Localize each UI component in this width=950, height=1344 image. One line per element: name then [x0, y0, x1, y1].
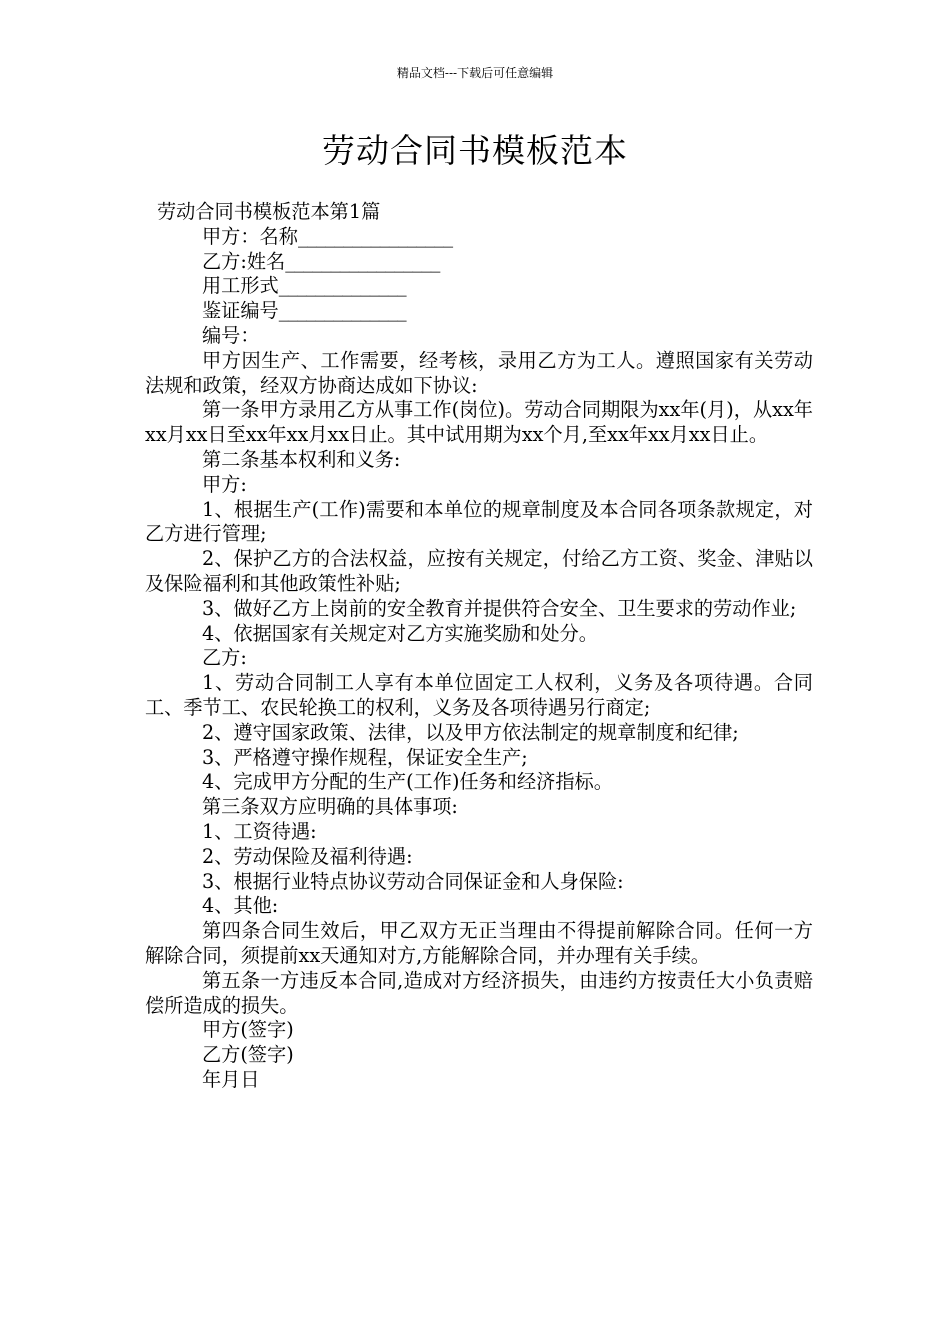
field-party-b-name — [145, 250, 813, 275]
paragraph-party-b-item-4: 4、完成甲方分配的生产(工作)任务和经济指标。 — [202, 770, 613, 794]
field-number — [145, 324, 813, 349]
document-body — [145, 200, 813, 1093]
signature-party-b: 乙方(签字) — [202, 1043, 294, 1067]
field-blank-line: ______________ — [278, 274, 407, 298]
paragraph-party-a-item-2: 2、保护乙方的合法权益，应按有关规定，付给乙方工资、奖金、津贴以及保险福利和其他政策性补贴; — [145, 547, 813, 595]
field-certification-number — [145, 299, 813, 324]
paragraph-article-5: 第五条一方违反本合同,造成对方经济损失，由违约方按责任大小负责赔偿所造成的损失。 — [145, 968, 813, 1017]
paragraph-party-b-item-1: 1、劳动合同制工人享有本单位固定工人权利，义务及各项待遇。合同工、季节工、农民轮换工的权利，义务及各项待遇另行商定; — [145, 671, 813, 719]
paragraph-article-1: 第一条甲方录用乙方从事工作(岗位)。劳动合同期限为xx年(月)，从xx年xx月xx日至xx年xx月xx日止。其中试用期为xx个月,至xx年xx月xx日止。 — [145, 398, 813, 447]
field-label: 用工形式 — [202, 274, 279, 298]
signature-party-a: 甲方(签字) — [202, 1018, 294, 1042]
field-blank-line: _________________ — [285, 249, 440, 273]
paragraph-article-3-item-3: 3、根据行业特点协议劳动合同保证金和人身保险: — [202, 869, 624, 893]
paragraph-party-b-item-2: 2、遵守国家政策、法律，以及甲方依法制定的规章制度和纪律; — [202, 720, 739, 744]
paragraph-party-a-item-3: 3、做好乙方上岗前的安全教育并提供符合安全、卫生要求的劳动作业; — [202, 596, 797, 620]
section-subtitle: 劳动合同书模板范本第1篇 — [157, 200, 381, 223]
field-label: 鉴证编号 — [202, 299, 279, 323]
document-title: 劳动合同书模板范本 — [322, 131, 628, 170]
field-label: 编号： — [202, 323, 260, 347]
page-header: 精品文档---下载后可任意编辑 — [396, 66, 554, 80]
paragraph-party-b-heading: 乙方: — [202, 646, 247, 670]
paragraph-article-3-item-1: 1、工资待遇: — [202, 819, 317, 843]
field-blank-line: ______________ — [278, 299, 407, 323]
paragraph-article-3-heading: 第三条双方应明确的具体事项: — [202, 795, 458, 819]
field-party-a-name — [145, 225, 813, 250]
field-label: 乙方:姓名 — [202, 249, 286, 273]
field-employment-form — [145, 274, 813, 299]
paragraph-article-3-item-4: 4、其他: — [202, 894, 279, 918]
signature-date: 年月日 — [202, 1067, 260, 1091]
paragraph-party-a-item-1: 1、根据生产(工作)需要和本单位的规章制度及本合同各项条款规定，对乙方进行管理; — [145, 497, 813, 546]
paragraph-preamble: 甲方因生产、工作需要，经考核，录用乙方为工人。遵照国家有关劳动法规和政策，经双方协商达成如下协议: — [145, 348, 813, 397]
paragraph-article-3-item-2: 2、劳动保险及福利待遇: — [202, 844, 413, 868]
paragraph-article-4: 第四条合同生效后，甲乙双方无正当理由不得提前解除合同。任何一方解除合同，须提前xx天通知对方,方能解除合同，并办理有关手续。 — [145, 919, 813, 967]
field-label: 甲方：名称 — [202, 224, 298, 248]
paragraph-party-a-item-4: 4、依据国家有关规定对乙方实施奖励和处分。 — [202, 621, 598, 645]
paragraph-party-a-heading: 甲方: — [202, 472, 247, 496]
paragraph-article-2-heading: 第二条基本权利和义务: — [202, 447, 401, 471]
paragraph-party-b-item-3: 3、严格遵守操作规程，保证安全生产; — [202, 745, 528, 769]
field-blank-line: _________________ — [297, 224, 453, 248]
